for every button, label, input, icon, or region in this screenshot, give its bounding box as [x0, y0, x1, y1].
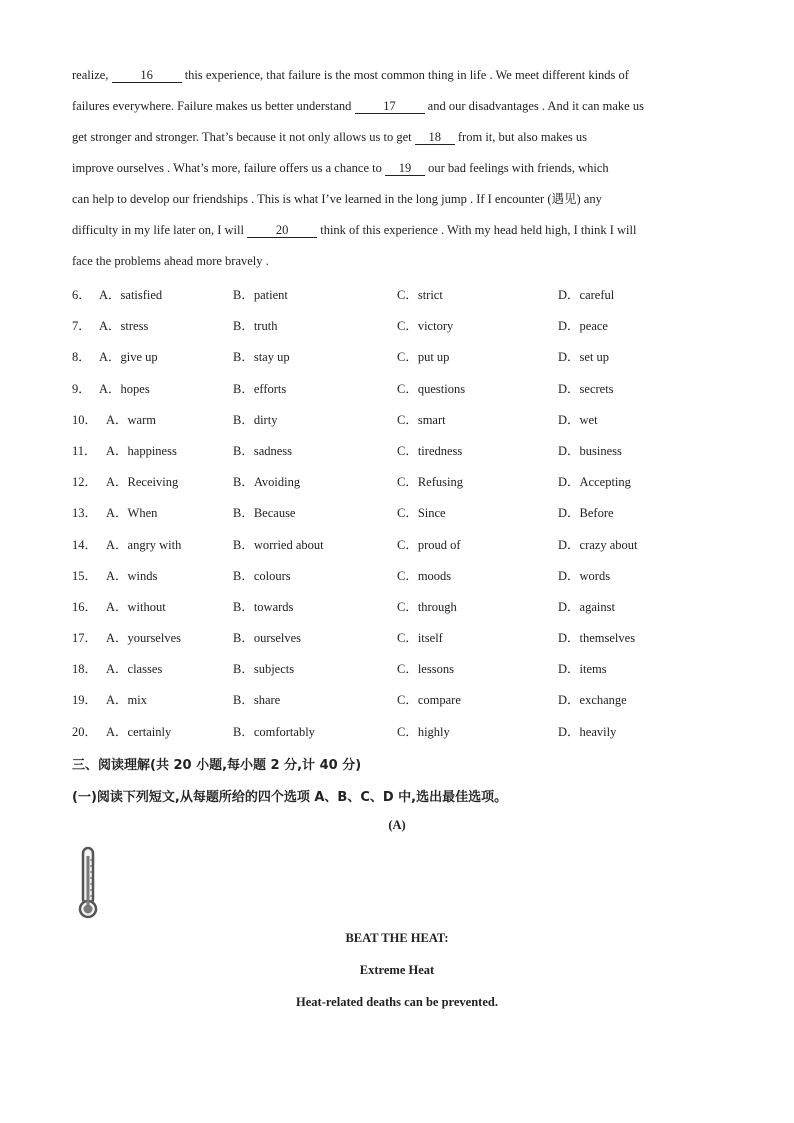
option-c: C．through: [397, 599, 457, 614]
passage-line: [72, 153, 732, 184]
passage-line: [72, 122, 732, 153]
option-a: A．stress: [99, 319, 149, 334]
option-a: A．warm: [106, 412, 156, 427]
cloze-passage: [72, 60, 732, 277]
option-a: A．yourselves: [106, 631, 181, 646]
option-d: D．set up: [558, 350, 610, 365]
question-number: 7．: [72, 319, 91, 334]
option-c: C．put up: [397, 350, 450, 365]
option-d: D．against: [558, 599, 615, 614]
passage-text: get stronger and stronger. That’s because it not only allows us to get: [72, 130, 415, 144]
question-number: 16．: [72, 599, 98, 614]
option-d: D．items: [558, 662, 607, 677]
question-number: 6．: [72, 288, 91, 302]
option-c: C．tiredness: [397, 443, 463, 458]
option-a: A．winds: [106, 568, 158, 583]
option-d: D．peace: [558, 319, 608, 334]
option-c: C．questions: [397, 381, 466, 396]
option-b: B．worried about: [233, 537, 324, 552]
option-c: C．lessons: [397, 662, 454, 677]
option-c: C．Since: [397, 506, 446, 521]
answer-blank: 18: [415, 130, 455, 145]
option-b: B．share: [233, 693, 281, 708]
option-b: B．colours: [233, 568, 291, 583]
option-b: B．Avoiding: [233, 475, 301, 490]
question-number: 10．: [72, 412, 98, 427]
option-b: B．comfortably: [233, 724, 315, 739]
option-d: D．heavily: [558, 724, 617, 739]
option-c: C．itself: [397, 631, 443, 646]
passage-line: [72, 184, 732, 215]
answer-blank: 20: [247, 223, 317, 238]
passage-label: (A): [388, 818, 406, 832]
option-d: D．exchange: [558, 693, 627, 708]
question-number: 8．: [72, 350, 91, 365]
option-c: C．highly: [397, 724, 450, 739]
option-d: D．business: [558, 443, 622, 458]
option-d: D．crazy about: [558, 537, 638, 552]
option-d: D．themselves: [558, 631, 636, 646]
option-a: A．give up: [99, 350, 158, 365]
option-a: A．mix: [106, 693, 147, 708]
section-instruction: (一)阅读下列短文,从每题所给的四个选项 A、B、C、D 中,选出最佳选项。: [72, 790, 508, 805]
section-heading: 三、阅读理解(共 20 小题,每小题 2 分,计 40 分): [72, 758, 362, 773]
passage-text: face the problems ahead more bravely .: [72, 254, 269, 268]
option-c: C．strict: [397, 288, 443, 302]
option-b: B．subjects: [233, 662, 295, 677]
question-number: 15．: [72, 568, 98, 583]
option-c: C．proud of: [397, 537, 461, 552]
passage-text: this experience, that failure is the most common thing in life . We meet different kinds of: [181, 68, 629, 82]
option-b: B．stay up: [233, 350, 290, 365]
article-title: BEAT THE HEAT:: [345, 931, 449, 945]
passage-line: [72, 91, 732, 122]
passage-text: realize,: [72, 68, 112, 82]
option-b: B．dirty: [233, 412, 278, 427]
article-tagline: Heat-related deaths can be prevented.: [296, 995, 498, 1009]
question-number: 9．: [72, 381, 91, 396]
option-a: A．classes: [106, 662, 163, 677]
passage-text: and our disadvantages . And it can make us: [424, 99, 644, 113]
option-b: B．truth: [233, 319, 278, 334]
option-b: B．towards: [233, 599, 294, 614]
passage-line: [72, 246, 732, 277]
passage-line: [72, 215, 732, 246]
question-number: 17．: [72, 631, 98, 646]
passage-text: can help to develop our friendships . This is what I’ve learned in the long jump . If I encounter (遇见) any: [72, 192, 602, 206]
option-c: C．moods: [397, 568, 452, 583]
passage-text: improve ourselves . What’s more, failure offers us a chance to: [72, 161, 385, 175]
article-subtitle: Extreme Heat: [359, 963, 435, 977]
option-b: B．sadness: [233, 443, 293, 458]
option-a: A．certainly: [106, 724, 172, 739]
option-d: D．careful: [558, 288, 615, 302]
passage-text: think of this experience . With my head held high, I think I will: [317, 223, 637, 237]
option-a: A．happiness: [106, 443, 177, 458]
question-number: 19．: [72, 693, 98, 708]
option-d: D．secrets: [558, 381, 614, 396]
question-number: 13．: [72, 506, 98, 521]
question-number: 14．: [72, 537, 98, 552]
option-a: A．hopes: [99, 381, 150, 396]
option-b: B．efforts: [233, 381, 287, 396]
option-b: B．Because: [233, 506, 296, 521]
option-b: B．patient: [233, 288, 288, 302]
option-c: C．smart: [397, 412, 446, 427]
option-a: A．angry with: [106, 537, 182, 552]
option-c: C．victory: [397, 319, 454, 334]
thermometer-icon: [75, 846, 101, 925]
option-d: D．Accepting: [558, 475, 631, 490]
answer-blank: 17: [355, 99, 425, 114]
option-b: B．ourselves: [233, 631, 302, 646]
option-d: D．words: [558, 568, 611, 583]
answer-blank: 19: [385, 161, 425, 176]
option-c: C．compare: [397, 693, 461, 708]
passage-text: failures everywhere. Failure makes us better understand: [72, 99, 355, 113]
option-d: D．Before: [558, 506, 614, 521]
passage-text: difficulty in my life later on, I will: [72, 223, 248, 237]
option-a: A．When: [106, 506, 158, 521]
answer-blank: 16: [112, 68, 182, 83]
passage-line: [72, 60, 732, 91]
option-a: A．without: [106, 599, 166, 614]
question-number: 11．: [72, 443, 97, 458]
question-number: 20．: [72, 724, 98, 739]
passage-text: from it, but also makes us: [454, 130, 588, 144]
question-number: 18．: [72, 662, 98, 677]
option-a: A．Receiving: [106, 475, 179, 490]
option-d: D．wet: [558, 412, 598, 427]
option-a: A．satisfied: [99, 288, 163, 302]
passage-text: our bad feelings with friends, which: [424, 161, 609, 175]
question-number: 12．: [72, 475, 98, 490]
option-c: C．Refusing: [397, 475, 463, 490]
